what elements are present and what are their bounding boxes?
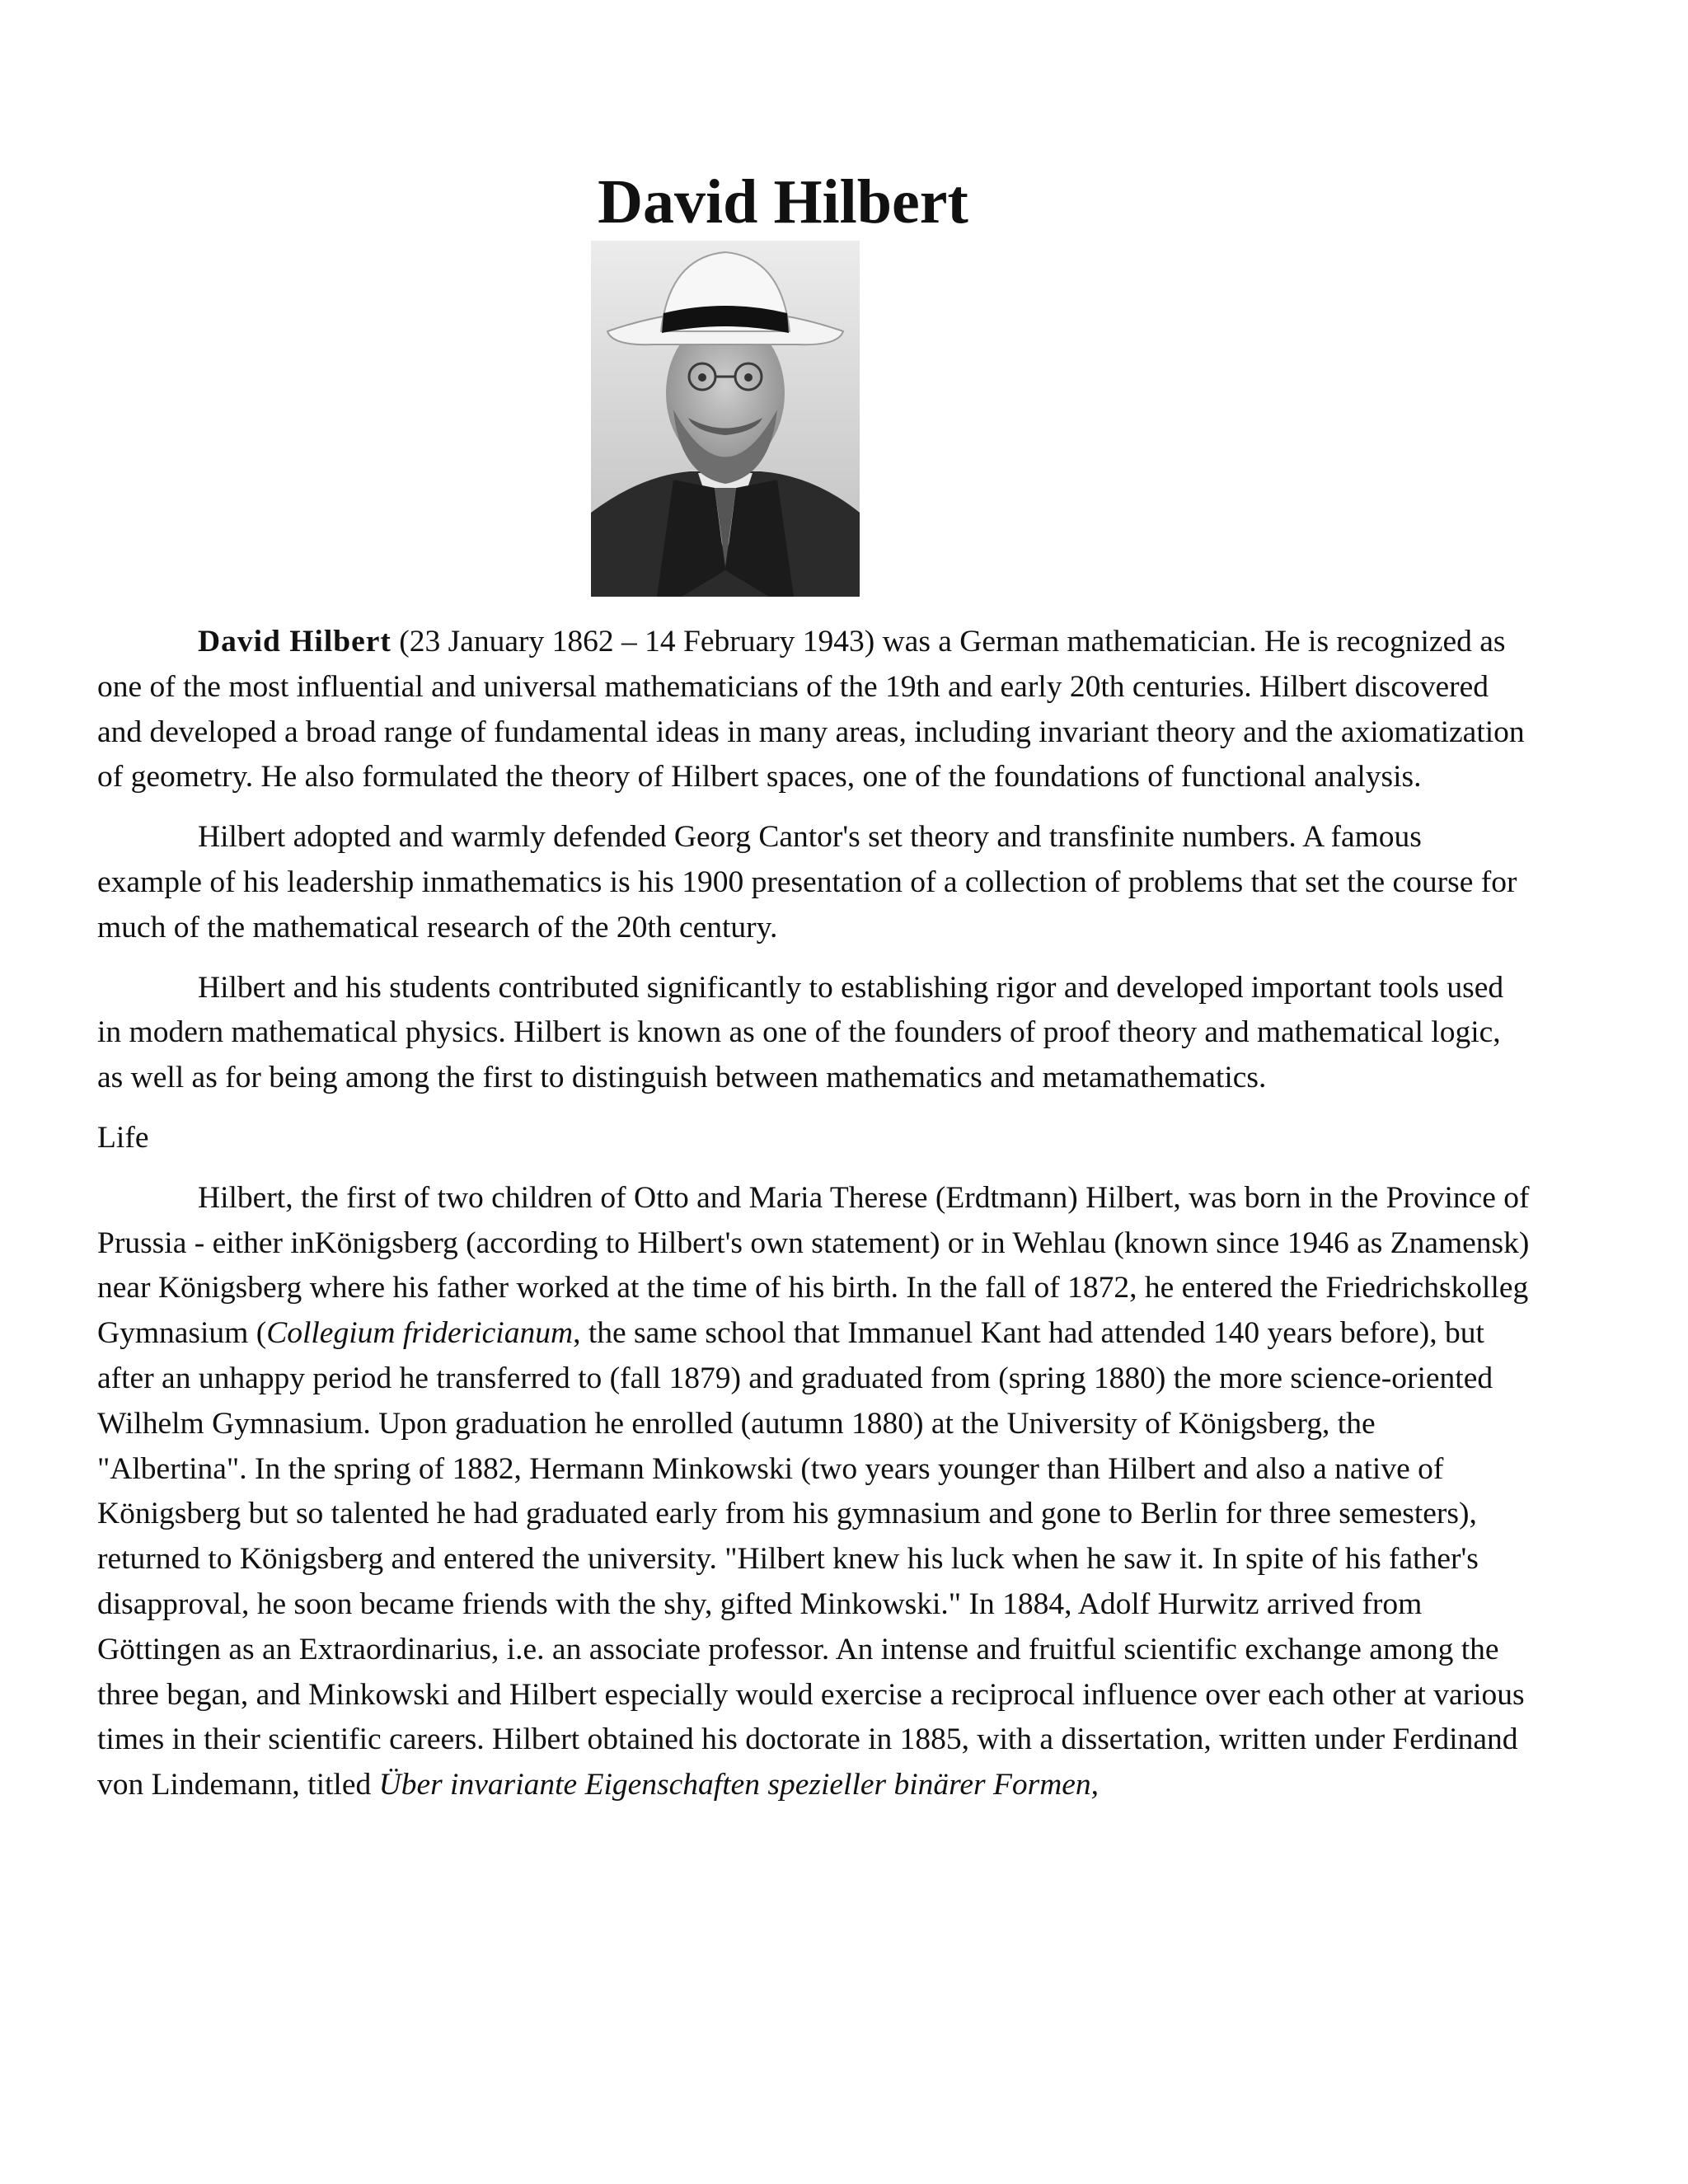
paragraph-students: Hilbert and his students contributed significantly to establishing rigor and developed important tools used in modern mathematical physics. Hilbert is known as one of the founders of proof theory and mathematical logic, as well as for being among the first to distinguish between mathematics and metamathematics.	[97, 970, 1504, 1095]
paragraph-cantor: Hilbert adopted and warmly defended Georg Cantor's set theory and transfinite numbers. A famous example of his leadership inmathematics is his 1900 presentation of a collection of problems that set the course for much of the mathematical research of the 20th century.	[97, 820, 1517, 944]
subject-name: David Hilbert	[198, 625, 392, 658]
paragraph-life-part-c: , the same school that Immanuel Kant had attended 140 years before), but after an unhappy period he transferred to (fall 1879) and graduated from (spring 1880) the more science-oriented Wilhelm Gymnasium. Upon graduation he enrolled (autumn 1880) at the University of Königsberg, the "Albertina". In the spring of 1882, Hermann Minkowski (two years younger than Hilbert and also a native of Königsberg but so talented he had graduated early from his gymnasium and gone to Berlin for three semesters), returned to Königsberg and entered the university. "Hilbert knew his luck when he saw it. In spite of his father's disapproval, he soon became friends with the shy, gifted Minkowski." In 1884, Adolf Hurwitz arrived from Göttingen as an Extraordinarius, i.e. an associate professor. An intense and fruitful scientific exchange among the three began, and Minkowski and Hilbert especially would exercise a reciprocal influence over each other at various times in their scientific careers. Hilbert obtained his doctorate in 1885, with a dissertation, written under Ferdinand von Lindemann, titled	[97, 1316, 1525, 1802]
portrait-photo	[591, 241, 860, 597]
dissertation-title: Über invariante Eigenschaften spezieller binärer Formen,	[378, 1768, 1100, 1802]
article-body	[97, 620, 1531, 1823]
paragraph-intro-text: (23 January 1862 – 14 February 1943) was a German mathematician. He is recognized as one of the most influential and universal mathematicians of the 19th and early 20th centuries. Hilbert discovered and developed a broad range of fundamental ideas in many areas, including invariant theory and the axiomatization of geometry. He also formulated the theory of Hilbert spaces, one of the foundations of functional analysis.	[97, 625, 1525, 794]
section-heading-life: Life	[97, 1120, 149, 1155]
page-title: David Hilbert	[598, 167, 968, 237]
paragraph-life	[97, 1176, 1531, 1808]
paragraph-life-school-name: Collegium fridericianum	[266, 1316, 574, 1351]
paragraph-life-part-a: Hilbert, the first of two children of Otto and Maria Therese (Erdtmann) Hilbert, was born in the Province of Prussia - either inKönigsberg (according to Hilbert's own statement) or in Wehlau (known since 1946 as Znamensk) near Königsberg where his father worked at the time of his birth. In the fall of 1872, he entered the Friedrichskolleg Gymnasium (	[97, 1180, 1530, 1351]
paragraph-intro	[97, 620, 1531, 800]
